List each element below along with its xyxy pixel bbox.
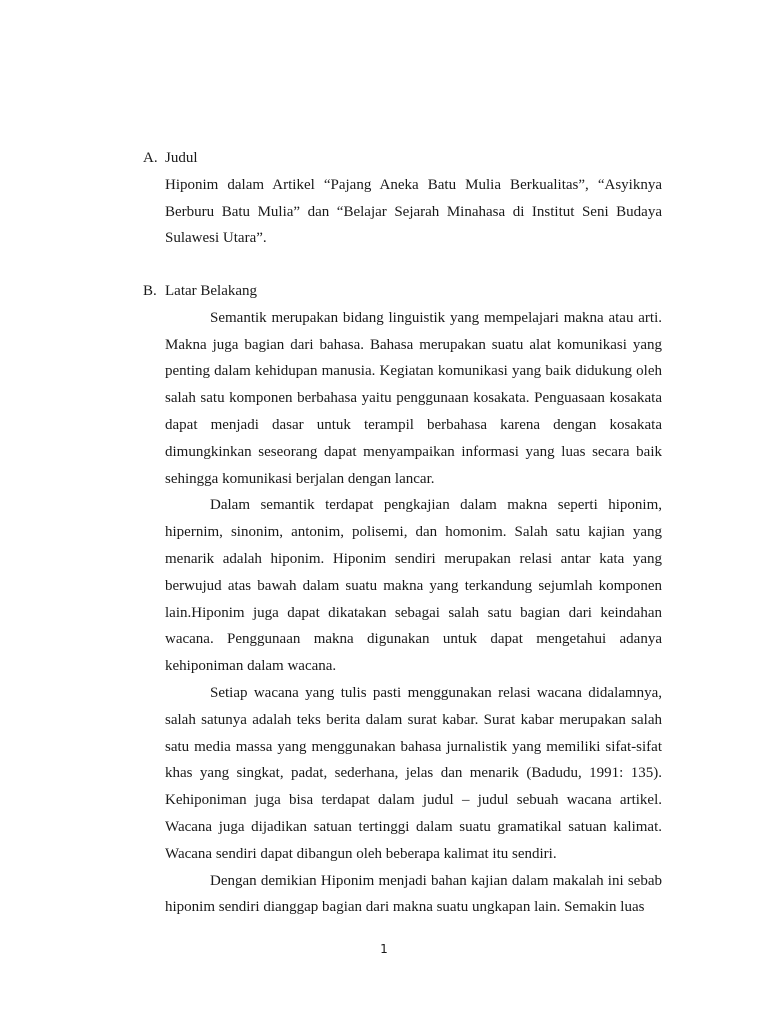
section-b-letter: B.: [143, 283, 157, 299]
section-a: [143, 145, 663, 252]
paragraph-1: Semantik merupakan bidang linguistik yang mempelajari makna atau arti. Makna juga bagian dari bahasa. Bahasa merupakan suatu alat komunikasi yang penting dalam kehidupan manusia. Kegiatan komunikasi yang baik didukung oleh salah satu komponen berbahasa yaitu penggunaan kosakata. Penguasaan kosakata dapat menjadi dasar untuk terampil berbahasa karena dengan kosakata dimungkinkan seseorang dapat menyampaikan informasi yang luas secara baik sehingga komunikasi berjalan dengan lancar.: [165, 309, 662, 487]
paragraph-4: Dengan demikian Hiponim menjadi bahan kajian dalam makalah ini sebab hiponim sendiri dianggap bagian dari makna suatu ungkapan lain. Semakin luas: [165, 872, 662, 916]
section-a-title: Judul: [165, 150, 198, 166]
paragraph-3: Setiap wacana yang tulis pasti menggunakan relasi wacana didalamnya, salah satunya adalah teks berita dalam surat kabar. Surat kabar merupakan salah satu media massa yang menggunakan bahasa jurnalistik yang memiliki sifat-sifat khas yang singkat, padat, sederhana, jelas dan menarik (Badudu, 1991: 135). Kehiponiman juga bisa terdapat dalam judul – judul sebuah wacana artikel. Wacana juga dijadikan satuan tertinggi dalam suatu gramatikal satuan kalimat. Wacana sendiri dapat dibangun oleh beberapa kalimat itu sendiri.: [165, 684, 662, 862]
section-b-title: Latar Belakang: [165, 283, 258, 299]
section-a-letter: A.: [143, 150, 158, 166]
section-b-heading: [143, 278, 663, 305]
section-b: [143, 278, 663, 921]
section-a-paragraph: Hiponim dalam Artikel “Pajang Aneka Batu Mulia Berkualitas”, “Asyiknya Berburu Batu Mulia” dan “Belajar Sejarah Minahasa di Institut Seni Budaya Sulawesi Utara”.: [165, 176, 662, 247]
section-a-heading: [143, 145, 663, 172]
section-b-body: [165, 305, 662, 921]
page-number: 1: [380, 942, 388, 956]
paragraph-2: Dalam semantik terdapat pengkajian dalam makna seperti hiponim, hipernim, sinonim, antonim, polisemi, dan homonim. Salah satu kajian yang menarik adalah hiponim. Hiponim sendiri merupakan relasi antar kata yang berwujud atas bawah dalam suatu makna yang terkandung sejumlah komponen lain.Hiponim juga dapat dikatakan sebagai salah satu bagian dari keindahan wacana. Penggunaan makna digunakan untuk dapat mengetahui adanya kehiponiman dalam wacana.: [165, 497, 662, 675]
section-a-body: [165, 172, 662, 252]
